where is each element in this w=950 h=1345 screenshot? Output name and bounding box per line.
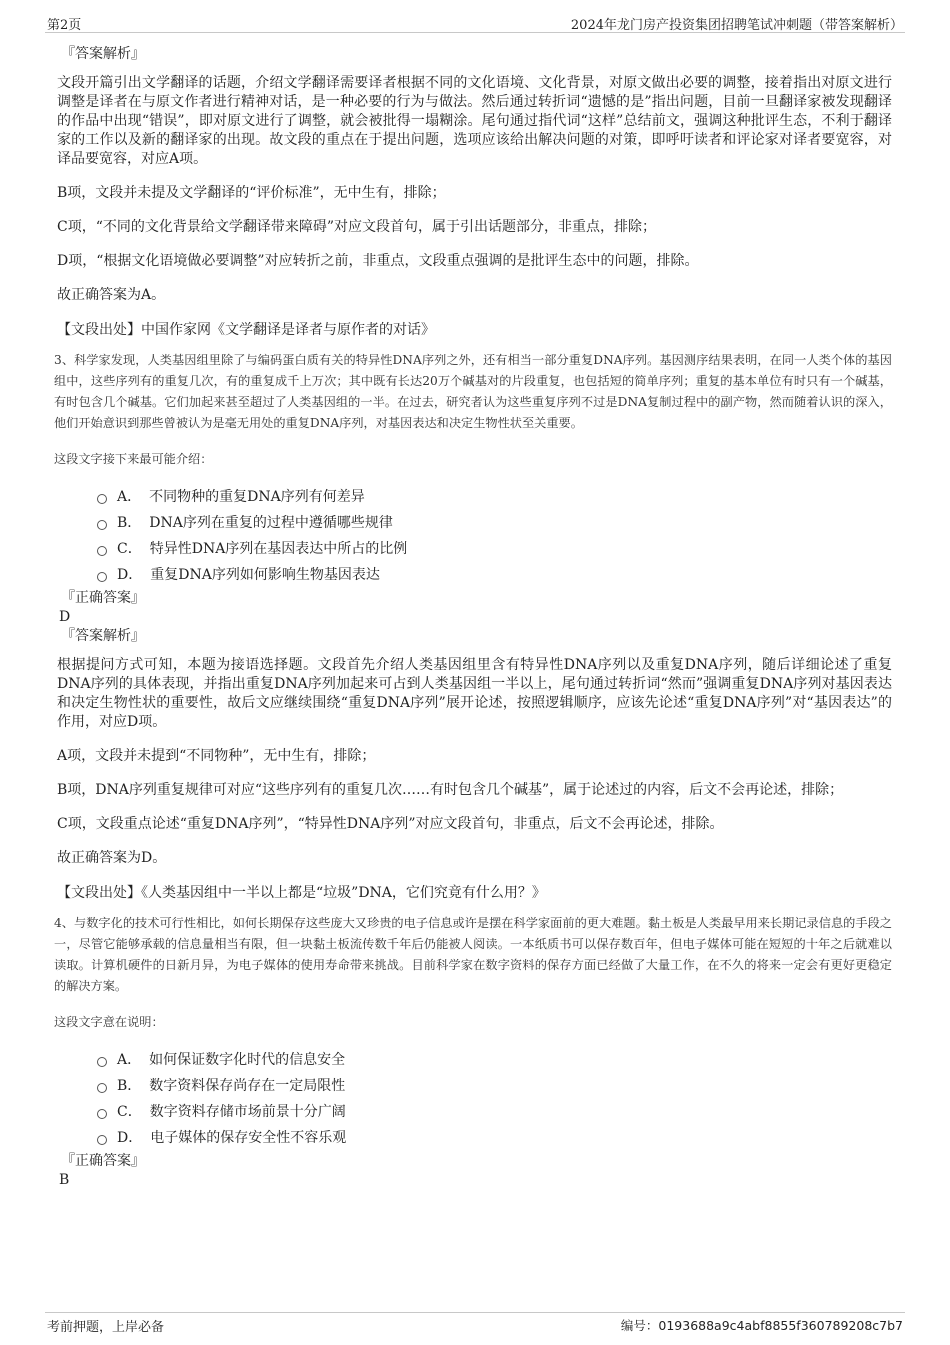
document-title: 2024年龙门房产投资集团招聘笔试冲刺题（带答案解析） <box>570 18 903 33</box>
q4-option-c[interactable]: C． 数字资料存储市场前景十分广阔 <box>97 1099 892 1125</box>
q2-analysis-option-b: B项，文段并未提及文学翻译的“评价标准”，无中生有，排除； <box>57 185 446 201</box>
q4-answer: B <box>59 1172 70 1188</box>
q3-analysis-main: 根据提问方式可知，本题为接语选择题。文段首先介绍人类基因组里含有特异性DNA序列以及重复DNA序列，随后详细论述了重复DNA序列的具体表现，并指出重复DNA序列加起来可占到人类基因组一半以上，尾句通过转折词“然而”强调重复DNA序列对基因表达和决定生物性状的重要性，故后文应继续围绕“重复DNA序列”展开论述，按照逻辑顺序，应该先论述“重复DNA序列”对“基因表达”的作用，对应D项。 <box>57 657 892 730</box>
q2-source: 【文段出处】中国作家网《文学翻译是译者与原作者的对话》 <box>57 322 435 338</box>
q3-analysis-option-b: B项，DNA序列重复规律可对应“这些序列有的重复几次……有时包含几个碱基”，属于论述过的内容，后文不会再论述，排除； <box>57 782 844 798</box>
radio-icon[interactable] <box>97 546 107 556</box>
radio-icon[interactable] <box>97 1109 107 1119</box>
page-number: 第2页 <box>47 18 82 33</box>
radio-icon[interactable] <box>97 1057 107 1067</box>
q4-option-a[interactable]: A． 如何保证数字化时代的信息安全 <box>97 1047 892 1073</box>
q2-analysis-option-c: C项，“不同的文化背景给文学翻译带来障碍”对应文段首句，属于引出话题部分，非重点，排除； <box>57 219 657 235</box>
q3-answer: D <box>59 609 71 625</box>
q3-answer-heading: 『正确答案』 <box>61 590 145 606</box>
radio-icon[interactable] <box>97 494 107 504</box>
q2-analysis-main: 文段开篇引出文学翻译的话题，介绍文学翻译需要译者根据不同的文化语境、文化背景，对原文做出必要的调整，接着指出对原文进行调整是译者在与原文作者进行精神对话，是一种必要的行为与做法。然后通过转折词“遗憾的是”指出问题，目前一旦翻译家被发现翻译的作品中出现“错误”，即对原文进行了调整，就会被批得一塌糊涂。尾句通过指代词“这样”总结前文，强调这种批评生态，不利于翻译家的工作以及新的翻译家的出现。故文段的重点在于提出问题，选项应该给出解决问题的对策，即呼吁读者和评论家对译者要宽容，对译品要宽容，对应A项。 <box>57 75 892 167</box>
radio-icon[interactable] <box>97 1083 107 1093</box>
radio-icon[interactable] <box>97 572 107 582</box>
q4-option-b[interactable]: B． 数字资料保存尚存在一定局限性 <box>97 1073 892 1099</box>
q3-prompt: 这段文字接下来最可能介绍： <box>54 452 213 466</box>
q3-conclusion: 故正确答案为D。 <box>57 850 167 866</box>
q4-option-d[interactable]: D． 电子媒体的保存安全性不容乐观 <box>97 1125 892 1151</box>
q3-analysis-option-a: A项，文段并未提到“不同物种”，无中生有，排除； <box>57 748 376 764</box>
q3-option-b[interactable]: B． DNA序列在重复的过程中遵循哪些规律 <box>97 510 892 536</box>
q2-analysis-heading: 『答案解析』 <box>61 46 145 62</box>
document-code: 编号：0193688a9c4abf8855f360789208c7b7 <box>620 1318 903 1333</box>
q3-analysis-option-c: C项，文段重点论述“重复DNA序列”，“特异性DNA序列”对应文段首句，非重点，后文不会再论述，排除。 <box>57 816 724 832</box>
q2-conclusion: 故正确答案为A。 <box>57 287 166 303</box>
q3-options <box>97 484 892 588</box>
q4-answer-heading: 『正确答案』 <box>61 1153 145 1169</box>
page-footer <box>45 1312 905 1333</box>
page-content <box>54 44 892 1189</box>
page-header <box>45 12 905 33</box>
footer-slogan: 考前押题，上岸必备 <box>47 1320 165 1335</box>
radio-icon[interactable] <box>97 1135 107 1145</box>
q3-option-d[interactable]: D． 重复DNA序列如何影响生物基因表达 <box>97 562 892 588</box>
q4-question: 4、与数字化的技术可行性相比，如何长期保存这些庞大又珍贵的电子信息或许是摆在科学家面前的更大难题。黏土板是人类最早用来长期记录信息的手段之一，尽管它能够承载的信息量相当有限，但一块黏土板流传数千年后仍能被人阅读。一本纸质书可以保存数百年，但电子媒体可能在短短的十年之后就难以读取。计算机硬件的日新月异，为电子媒体的使用寿命带来挑战。目前科学家在数字资料的保存方面已经做了大量工作，在不久的将来一定会有更好更稳定的解决方案。 <box>54 916 892 993</box>
q3-source: 【文段出处】《人类基因组中一半以上都是“垃圾”DNA，它们究竟有什么用？》 <box>57 885 546 901</box>
radio-icon[interactable] <box>97 520 107 530</box>
q3-option-a[interactable]: A． 不同物种的重复DNA序列有何差异 <box>97 484 892 510</box>
q3-question: 3、科学家发现，人类基因组里除了与编码蛋白质有关的特异性DNA序列之外，还有相当一部分重复DNA序列。基因测序结果表明，在同一人类个体的基因组中，这些序列有的重复几次，有的重复成千上万次；其中既有长达20万个碱基对的片段重复，也包括短的简单序列；重复的基本单位有时只有一个碱基，有时包含几个碱基。它们加起来甚至超过了人类基因组的一半。在过去，研究者认为这些重复序列不过是DNA复制过程中的副产物，然而随着认识的深入，他们开始意识到那些曾被认为是毫无用处的重复DNA序列，对基因表达和决定生物性状至关重要。 <box>54 353 892 430</box>
q4-options <box>97 1047 892 1151</box>
q3-analysis-heading: 『答案解析』 <box>61 628 145 644</box>
q3-option-c[interactable]: C． 特异性DNA序列在基因表达中所占的比例 <box>97 536 892 562</box>
q4-prompt: 这段文字意在说明： <box>54 1015 164 1029</box>
q2-analysis-option-d: D项，“根据文化语境做必要调整”对应转折之前，非重点，文段重点强调的是批评生态中的问题，排除。 <box>57 253 699 269</box>
